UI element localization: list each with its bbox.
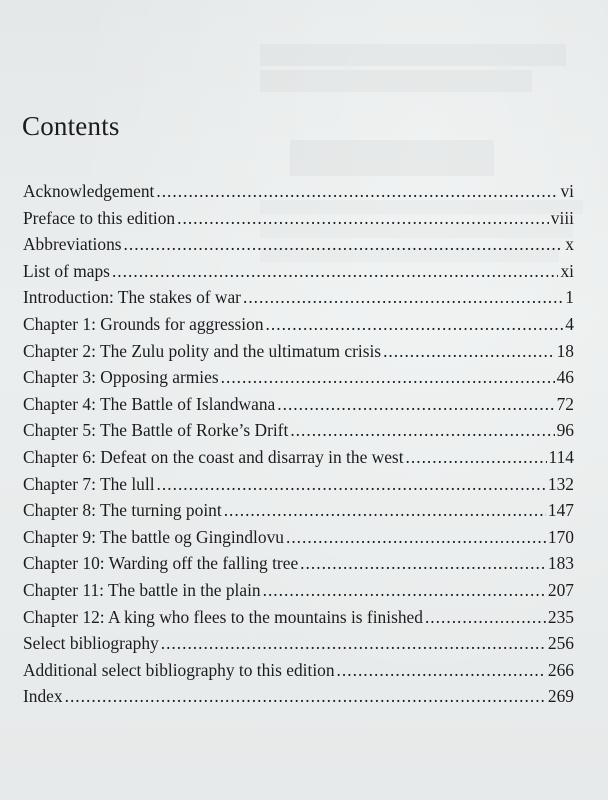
toc-entry-title: Chapter 8: The turning point [23,500,222,521]
toc-entry-title: Preface to this edition [23,207,176,228]
toc-entry-page: 18 [556,340,574,361]
toc-entry [23,580,574,607]
toc-entry [23,287,574,314]
toc-entry-page: 72 [556,393,574,414]
dot-leader [112,261,559,282]
dot-leader [277,394,554,415]
toc-entry-page: 114 [548,446,574,467]
dot-leader [266,314,564,335]
toc-entry-title: Chapter 10: Warding off the falling tree [23,553,299,574]
dot-leader [224,500,546,521]
toc-entry-page: 235 [547,606,574,627]
dot-leader [290,420,554,441]
dot-leader [406,447,547,468]
toc-entry-page: 207 [547,579,574,600]
toc-entry-page: x [565,234,574,255]
toc-entry-title: Abbreviations [23,234,122,255]
toc-entry-page: 132 [547,473,574,494]
toc-entry [23,234,574,261]
toc-entry-title: Chapter 4: The Battle of Islandwana [23,393,276,414]
toc-entry [23,208,574,235]
toc-entry [23,553,574,580]
dot-leader [157,474,546,495]
toc-entry-page: 256 [547,633,574,654]
toc-entry [23,447,574,474]
dot-leader [425,607,546,628]
toc-entry-title: Acknowledgement [23,181,155,201]
dot-leader [286,527,546,548]
toc-entry-title: Index [23,686,63,707]
toc-entry-page: 4 [565,313,574,334]
toc-entry [23,660,574,687]
toc-entry [23,341,574,368]
toc-entry-page: viii [550,207,574,228]
toc-entry-page: 147 [547,500,574,521]
dot-leader [337,660,546,681]
toc-entry-title: Additional select bibliography to this edition [23,659,335,680]
toc-entry-page: xi [560,260,574,281]
toc-entry [23,686,574,713]
toc-entry-title: Chapter 9: The battle og Gingindlovu [23,526,284,547]
toc-entry-title: Select bibliography [23,633,159,654]
toc-entry-page: 46 [556,367,574,388]
dot-leader [300,553,546,574]
page-title: Contents [22,111,120,141]
toc-entry-title: Chapter 5: The Battle of Rorke’s Drift [23,420,289,441]
toc-entry-page: 96 [556,420,574,441]
dot-leader [65,686,546,707]
dot-leader [383,341,555,362]
toc-entry [23,314,574,341]
toc-entry-page: vi [560,181,574,201]
toc-entry-page: 266 [547,659,574,680]
dot-leader [161,633,546,654]
toc-entry-page: 1 [565,287,574,308]
toc-entry [23,367,574,394]
toc-entry-page: 183 [547,553,574,574]
dot-leader [124,234,564,255]
toc-entry [23,500,574,527]
toc-entry-title: Chapter 11: The battle in the plain [23,579,261,600]
dot-leader [243,287,563,308]
toc-entry [23,261,574,288]
toc-entry [23,394,574,421]
toc-entry-title: Chapter 3: Opposing armies [23,367,219,388]
toc-entry-title: Chapter 7: The lull [23,473,155,494]
dot-leader [177,208,549,229]
toc-entry [23,633,574,660]
toc-entry-page: 269 [547,686,574,707]
table-of-contents [23,181,574,713]
toc-entry-title: Chapter 1: Grounds for aggression [23,313,264,334]
toc-entry [23,527,574,554]
dot-leader [221,367,555,388]
toc-entry-title: Chapter 12: A king who flees to the mountains is finished [23,606,423,627]
toc-entry [23,474,574,501]
dot-leader [156,181,558,202]
dot-leader [263,580,546,601]
toc-entry [23,181,574,208]
toc-entry-title: List of maps [23,260,110,281]
toc-entry [23,607,574,634]
toc-entry-title: Introduction: The stakes of war [23,287,241,308]
toc-entry-title: Chapter 2: The Zulu polity and the ultimatum crisis [23,340,382,361]
toc-entry-title: Chapter 6: Defeat on the coast and disarray in the west [23,446,404,467]
toc-entry-page: 170 [547,526,574,547]
toc-entry [23,420,574,447]
